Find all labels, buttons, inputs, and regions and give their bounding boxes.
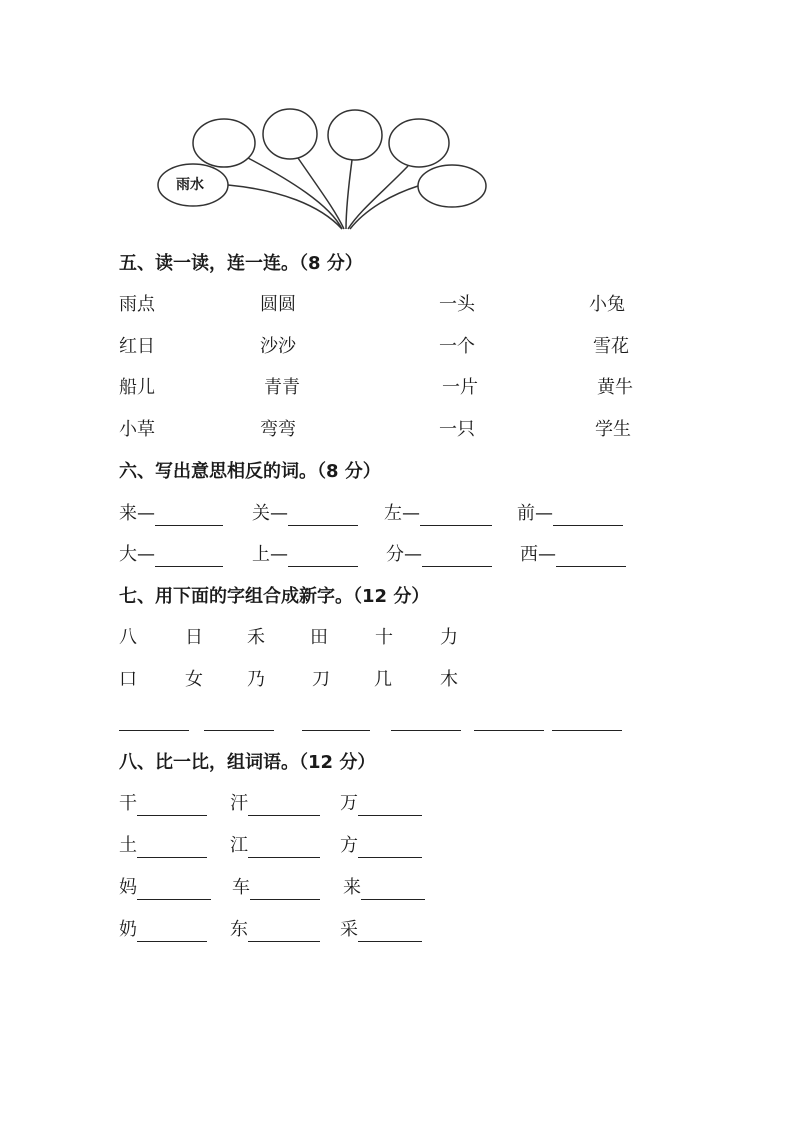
s7-answer-line-5[interactable] — [474, 730, 544, 731]
s8-char: 妈 — [119, 877, 137, 898]
s8-row-2-col-1 — [232, 876, 320, 900]
s6-word: 分— — [386, 544, 422, 565]
s8-row-1-col-0 — [119, 834, 207, 858]
s5-col1-item-0: 雨点 — [119, 294, 155, 315]
balloon-4 — [389, 119, 449, 167]
s5-col2-item-0: 圆圆 — [260, 294, 296, 315]
s8-char: 汗 — [230, 793, 248, 814]
s7-row2-char-5: 木 — [440, 669, 458, 690]
answer-blank[interactable] — [422, 548, 492, 567]
s6-row1-item-3 — [517, 502, 623, 526]
s8-char: 江 — [230, 835, 248, 856]
s7-row2-char-0: 口 — [119, 669, 137, 690]
balloon-1 — [193, 119, 255, 167]
section8-heading: 八、比一比，组词语。（12 分） — [119, 752, 376, 773]
s8-row-0-col-2 — [340, 792, 422, 816]
s8-char: 干 — [119, 793, 137, 814]
s5-col1-item-3: 小草 — [119, 419, 155, 440]
s7-row2-char-1: 女 — [185, 669, 203, 690]
section5-heading: 五、读一读，连一连。（8 分） — [119, 253, 363, 274]
string-2 — [298, 158, 344, 229]
s6-row1-item-0 — [119, 502, 223, 526]
answer-blank[interactable] — [553, 507, 623, 526]
answer-blank[interactable] — [361, 881, 425, 900]
s6-word: 关— — [252, 503, 288, 524]
word-tree-svg — [0, 0, 793, 240]
word-tree-root-label: 雨水 — [176, 177, 204, 193]
answer-blank[interactable] — [248, 923, 320, 942]
s7-answer-line-3[interactable] — [302, 730, 370, 731]
s8-row-0-col-0 — [119, 792, 207, 816]
s8-row-3-col-1 — [230, 918, 320, 942]
s7-row1-char-3: 田 — [310, 627, 328, 648]
answer-blank[interactable] — [250, 881, 320, 900]
s8-char: 土 — [119, 835, 137, 856]
answer-blank[interactable] — [137, 923, 207, 942]
s7-row1-char-1: 日 — [185, 627, 203, 648]
answer-blank[interactable] — [137, 881, 211, 900]
s5-col4-item-0: 小兔 — [589, 294, 625, 315]
s8-char: 采 — [340, 919, 358, 940]
string-4 — [348, 166, 408, 229]
s6-row1-item-1 — [252, 502, 358, 526]
answer-blank[interactable] — [556, 548, 626, 567]
balloon-3 — [328, 110, 382, 160]
section7-heading: 七、用下面的字组合成新字。（12 分） — [119, 586, 430, 607]
s5-col4-item-2: 黄牛 — [597, 377, 633, 398]
s6-word: 左— — [384, 503, 420, 524]
s8-char: 万 — [340, 793, 358, 814]
s5-col3-item-2: 一片 — [442, 377, 478, 398]
s5-col3-item-0: 一头 — [439, 294, 475, 315]
answer-blank[interactable] — [137, 839, 207, 858]
s8-char: 车 — [232, 877, 250, 898]
s7-answer-line-2[interactable] — [204, 730, 274, 731]
string-3 — [346, 160, 352, 229]
balloon-5 — [418, 165, 486, 207]
s8-row-1-col-2 — [340, 834, 422, 858]
answer-blank[interactable] — [248, 797, 320, 816]
s8-row-0-col-1 — [230, 792, 320, 816]
s7-row2-char-3: 刀 — [312, 669, 330, 690]
s5-col4-item-1: 雪花 — [593, 336, 629, 357]
balloon-2 — [263, 109, 317, 159]
answer-blank[interactable] — [155, 548, 223, 567]
answer-blank[interactable] — [288, 548, 358, 567]
s6-word: 西— — [520, 544, 556, 565]
s7-row1-char-0: 八 — [119, 627, 137, 648]
s5-col2-item-1: 沙沙 — [260, 336, 296, 357]
s6-word: 来— — [119, 503, 155, 524]
s8-char: 奶 — [119, 919, 137, 940]
answer-blank[interactable] — [288, 507, 358, 526]
s7-answer-line-6[interactable] — [552, 730, 622, 731]
s7-row1-char-5: 力 — [440, 627, 458, 648]
s6-word: 大— — [119, 544, 155, 565]
s5-col3-item-3: 一只 — [439, 419, 475, 440]
s6-row2-item-1 — [252, 543, 358, 567]
s5-col3-item-1: 一个 — [439, 336, 475, 357]
s5-col4-item-3: 学生 — [595, 419, 631, 440]
answer-blank[interactable] — [155, 507, 223, 526]
s7-row1-char-2: 禾 — [247, 627, 265, 648]
answer-blank[interactable] — [358, 923, 422, 942]
s6-row2-item-3 — [520, 543, 626, 567]
s6-word: 前— — [517, 503, 553, 524]
s8-row-3-col-2 — [340, 918, 422, 942]
section6-heading: 六、写出意思相反的词。（8 分） — [119, 461, 381, 482]
s7-row2-char-2: 乃 — [247, 669, 265, 690]
s8-row-1-col-1 — [230, 834, 320, 858]
s5-col2-item-2: 青青 — [264, 377, 300, 398]
s8-char: 东 — [230, 919, 248, 940]
answer-blank[interactable] — [420, 507, 492, 526]
s8-row-2-col-2 — [343, 876, 425, 900]
s8-char: 方 — [340, 835, 358, 856]
s7-answer-line-1[interactable] — [119, 730, 189, 731]
s6-row2-item-2 — [386, 543, 492, 567]
answer-blank[interactable] — [358, 839, 422, 858]
s8-row-2-col-0 — [119, 876, 211, 900]
string-5 — [350, 186, 418, 229]
s5-col1-item-1: 红日 — [119, 336, 155, 357]
s5-col1-item-2: 船儿 — [119, 377, 155, 398]
s6-word: 上— — [252, 544, 288, 565]
answer-blank[interactable] — [248, 839, 320, 858]
answer-blank[interactable] — [358, 797, 422, 816]
answer-blank[interactable] — [137, 797, 207, 816]
s8-row-3-col-0 — [119, 918, 207, 942]
s7-answer-line-4[interactable] — [391, 730, 461, 731]
s8-char: 来 — [343, 877, 361, 898]
s6-row1-item-2 — [384, 502, 492, 526]
s6-row2-item-0 — [119, 543, 223, 567]
string-1 — [248, 158, 342, 229]
s7-row1-char-4: 十 — [375, 627, 393, 648]
s5-col2-item-3: 弯弯 — [260, 419, 296, 440]
s7-row2-char-4: 几 — [374, 669, 392, 690]
